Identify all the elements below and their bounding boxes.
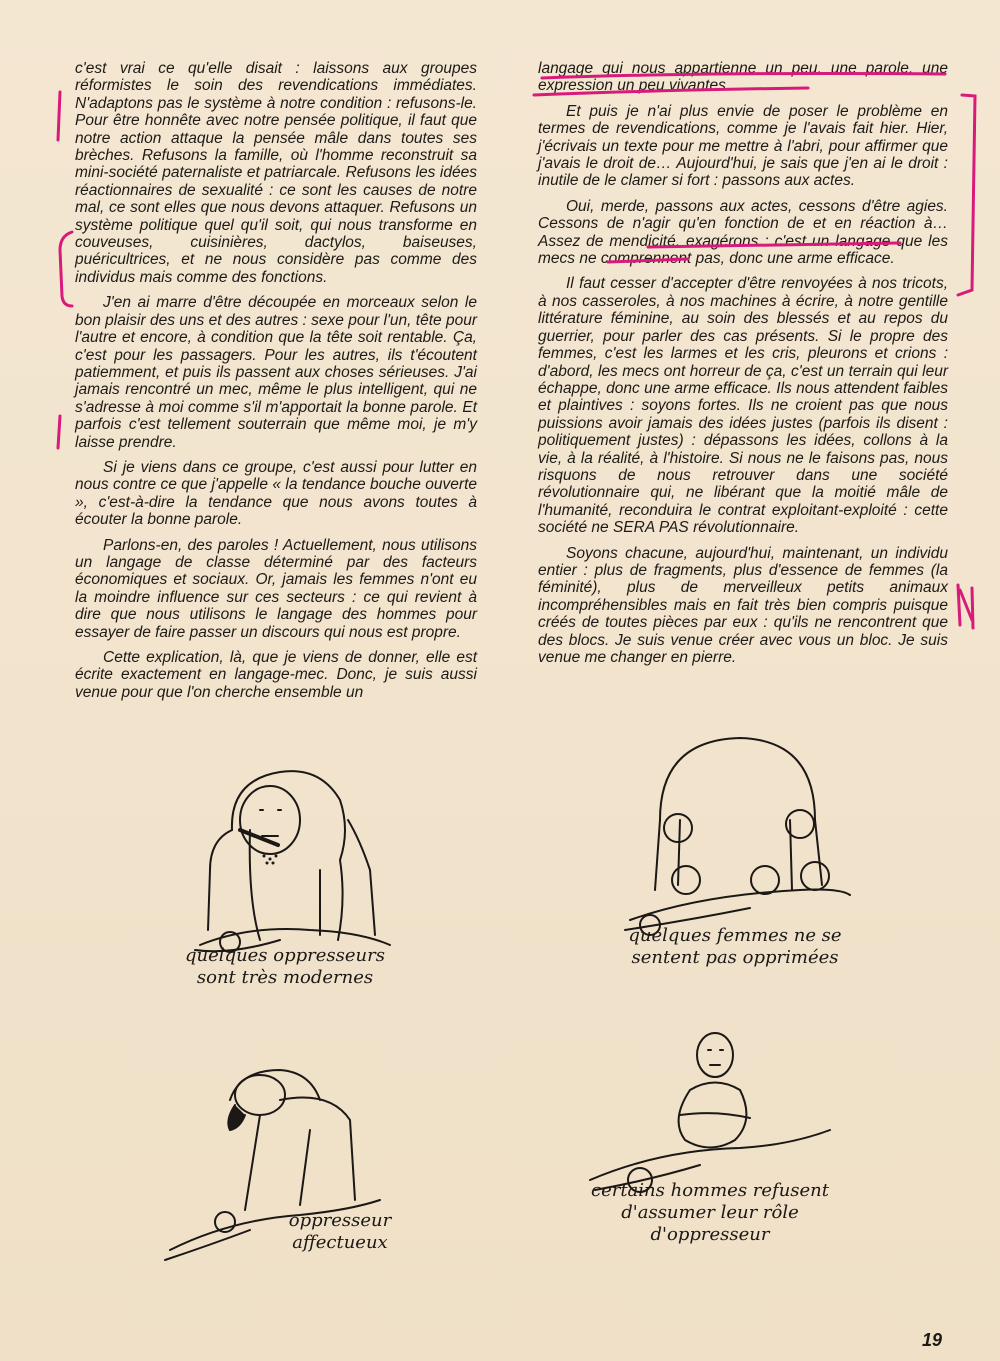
paragraph: Si je viens dans ce groupe, c'est aussi pour lutter en nous contre ce que j'appelle « la tendance bouche ouverte », c'est-à-dire la tendance que nous avons toutes à écouter la bonne parole. xyxy=(75,458,477,529)
caption-drawing-4: certains hommes refusent d'assumer leur rôle d'oppresseur xyxy=(590,1180,830,1245)
paragraph: Il faut cesser d'accepter d'être renvoyées à nos tricots, à nos casseroles, à nos machines à écrire, à notre gentille littérature féminine, au soin des blessés et au repos du guerrier, pour parler des cas présents. Si le propre des femmes, c'est les larmes et les cris, pleurons et crions : d'abord, les mecs ont horreur de ça, c'est un terrain qui leur échappe, donc une arme efficace. Ils nous attendent faibles et plaintives : soyons fortes. Ils ne croient pas que nous puissions avoir jamais des idées justes (parfois ils disent : politiquement justes) : dépassons les idées, collons à la vie, à la réalité, à l'histoire. Si nous ne le faisons pas, nous risquons de nous retrouver dans une société révolutionnaire qui, ne libérant que la moitié mâle de l'humanité, reconduira le contrat exploitant-exploité : cette société ne SERA PAS révolutionnaire. xyxy=(538,275,948,537)
paragraph: J'en ai marre d'être découpée en morceaux selon le bon plaisir des uns et des autres : sexe pour l'un, tête pour l'autre et encore, à condition que la tête soit rentable. Ça, c'est pour les passagers. Pour les autres, ils t'écoutent patiemment, et puis ils passent aux choses sérieuses. J'ai jamais rencontré un mec, même le plus intelligent, qui ne s'adresse à moi comme s'il m'apportait la bonne parole. Et parfois c'est tellement souterrain que même moi, je m'y laisse prendre. xyxy=(75,294,477,451)
paragraph: Et puis je n'ai plus envie de poser le problème en termes de revendications, comme je l'avais fait hier. Hier, j'écrivais un texte pour me mettre à l'abri, pour affirmer que j'avais le droit de… Aujourd'hui, je sais que j'en ai le droit : inutile de le clamer si fort : passons aux actes. xyxy=(538,102,948,190)
margin-mark xyxy=(58,92,60,140)
caption-drawing-1: quelques oppresseurs sont très modernes xyxy=(185,945,385,988)
underline-mark xyxy=(534,88,808,95)
paragraph: Soyons chacune, aujourd'hui, maintenant, un individu entier : plus de fragments, plus d'essence de femmes (la féminité), plus de merveilleux petits animaux incompréhensibles mais en fait très bien compris puisque créés de toutes pièces par eux : qu'ils ne rencontrent que des blocs. Je suis venue créer avec vous un bloc. Je suis venue me changer en pierre. xyxy=(538,544,948,666)
caption-drawing-3: oppresseur affectueux xyxy=(288,1210,392,1253)
margin-mark xyxy=(58,416,60,448)
underline-mark xyxy=(542,74,945,79)
paragraph: Parlons-en, des paroles ! Actuellement, nous utilisons un langage de classe déterminé par des facteurs économiques et sociaux. Or, jamais les femmes n'ont eu la moindre influence sur ces secteurs : ce qui revient à dire que nous utilisons le langage des hommes pour essayer de faire passer un discours qui nous est propre. xyxy=(75,536,477,641)
paragraph: langage qui nous appartienne un peu, une parole, une expression un peu vivantes. xyxy=(538,60,948,95)
paragraph: c'est vrai ce qu'elle disait : laissons aux groupes réformistes le soin des revendications immédiates. N'adaptons pas le système à notre condition : refusons-le. Pour être honnête avec notre pensée politique, il faut que notre action attaque la pensée mâle dans toutes ses brèches. Refusons la famille, où l'homme reconstruit sa mini-société paternaliste et patriarcale. Refusons les idées réactionnaires de sexualité : ce sont les causes de notre mal, ce sont elles que nous devons attaquer. Refusons un système politique quel qu'il soit, qui nous transforme en couveuses, cuisinières, dactylos, baiseuses, puéricultrices, et ne nous considère pas comme des individus mais comme des fonctions. xyxy=(75,60,477,286)
underline-mark xyxy=(648,243,900,247)
page-number: 19 xyxy=(922,1330,943,1350)
paragraph: Cette explication, là, que je viens de donner, elle est écrite exactement en langage-mec. Donc, je suis aussi venue pour que l'on cherche ensemble un xyxy=(75,649,477,701)
underline-mark xyxy=(608,259,688,262)
margin-bracket xyxy=(958,95,975,295)
paragraph: Oui, merde, passons aux actes, cessons d'être agies. Cessons de n'agir qu'en fonction de et en réaction à… Assez de mendicité, exagérons : c'est un langage que les mecs ne comprennent pas, donc une arme efficace. xyxy=(538,197,948,268)
margin-mark xyxy=(958,585,973,628)
margin-bracket xyxy=(60,232,72,306)
illustration-women-not-oppressed xyxy=(600,720,860,950)
caption-drawing-2: quelques femmes ne se sentent pas opprimées xyxy=(628,925,842,968)
